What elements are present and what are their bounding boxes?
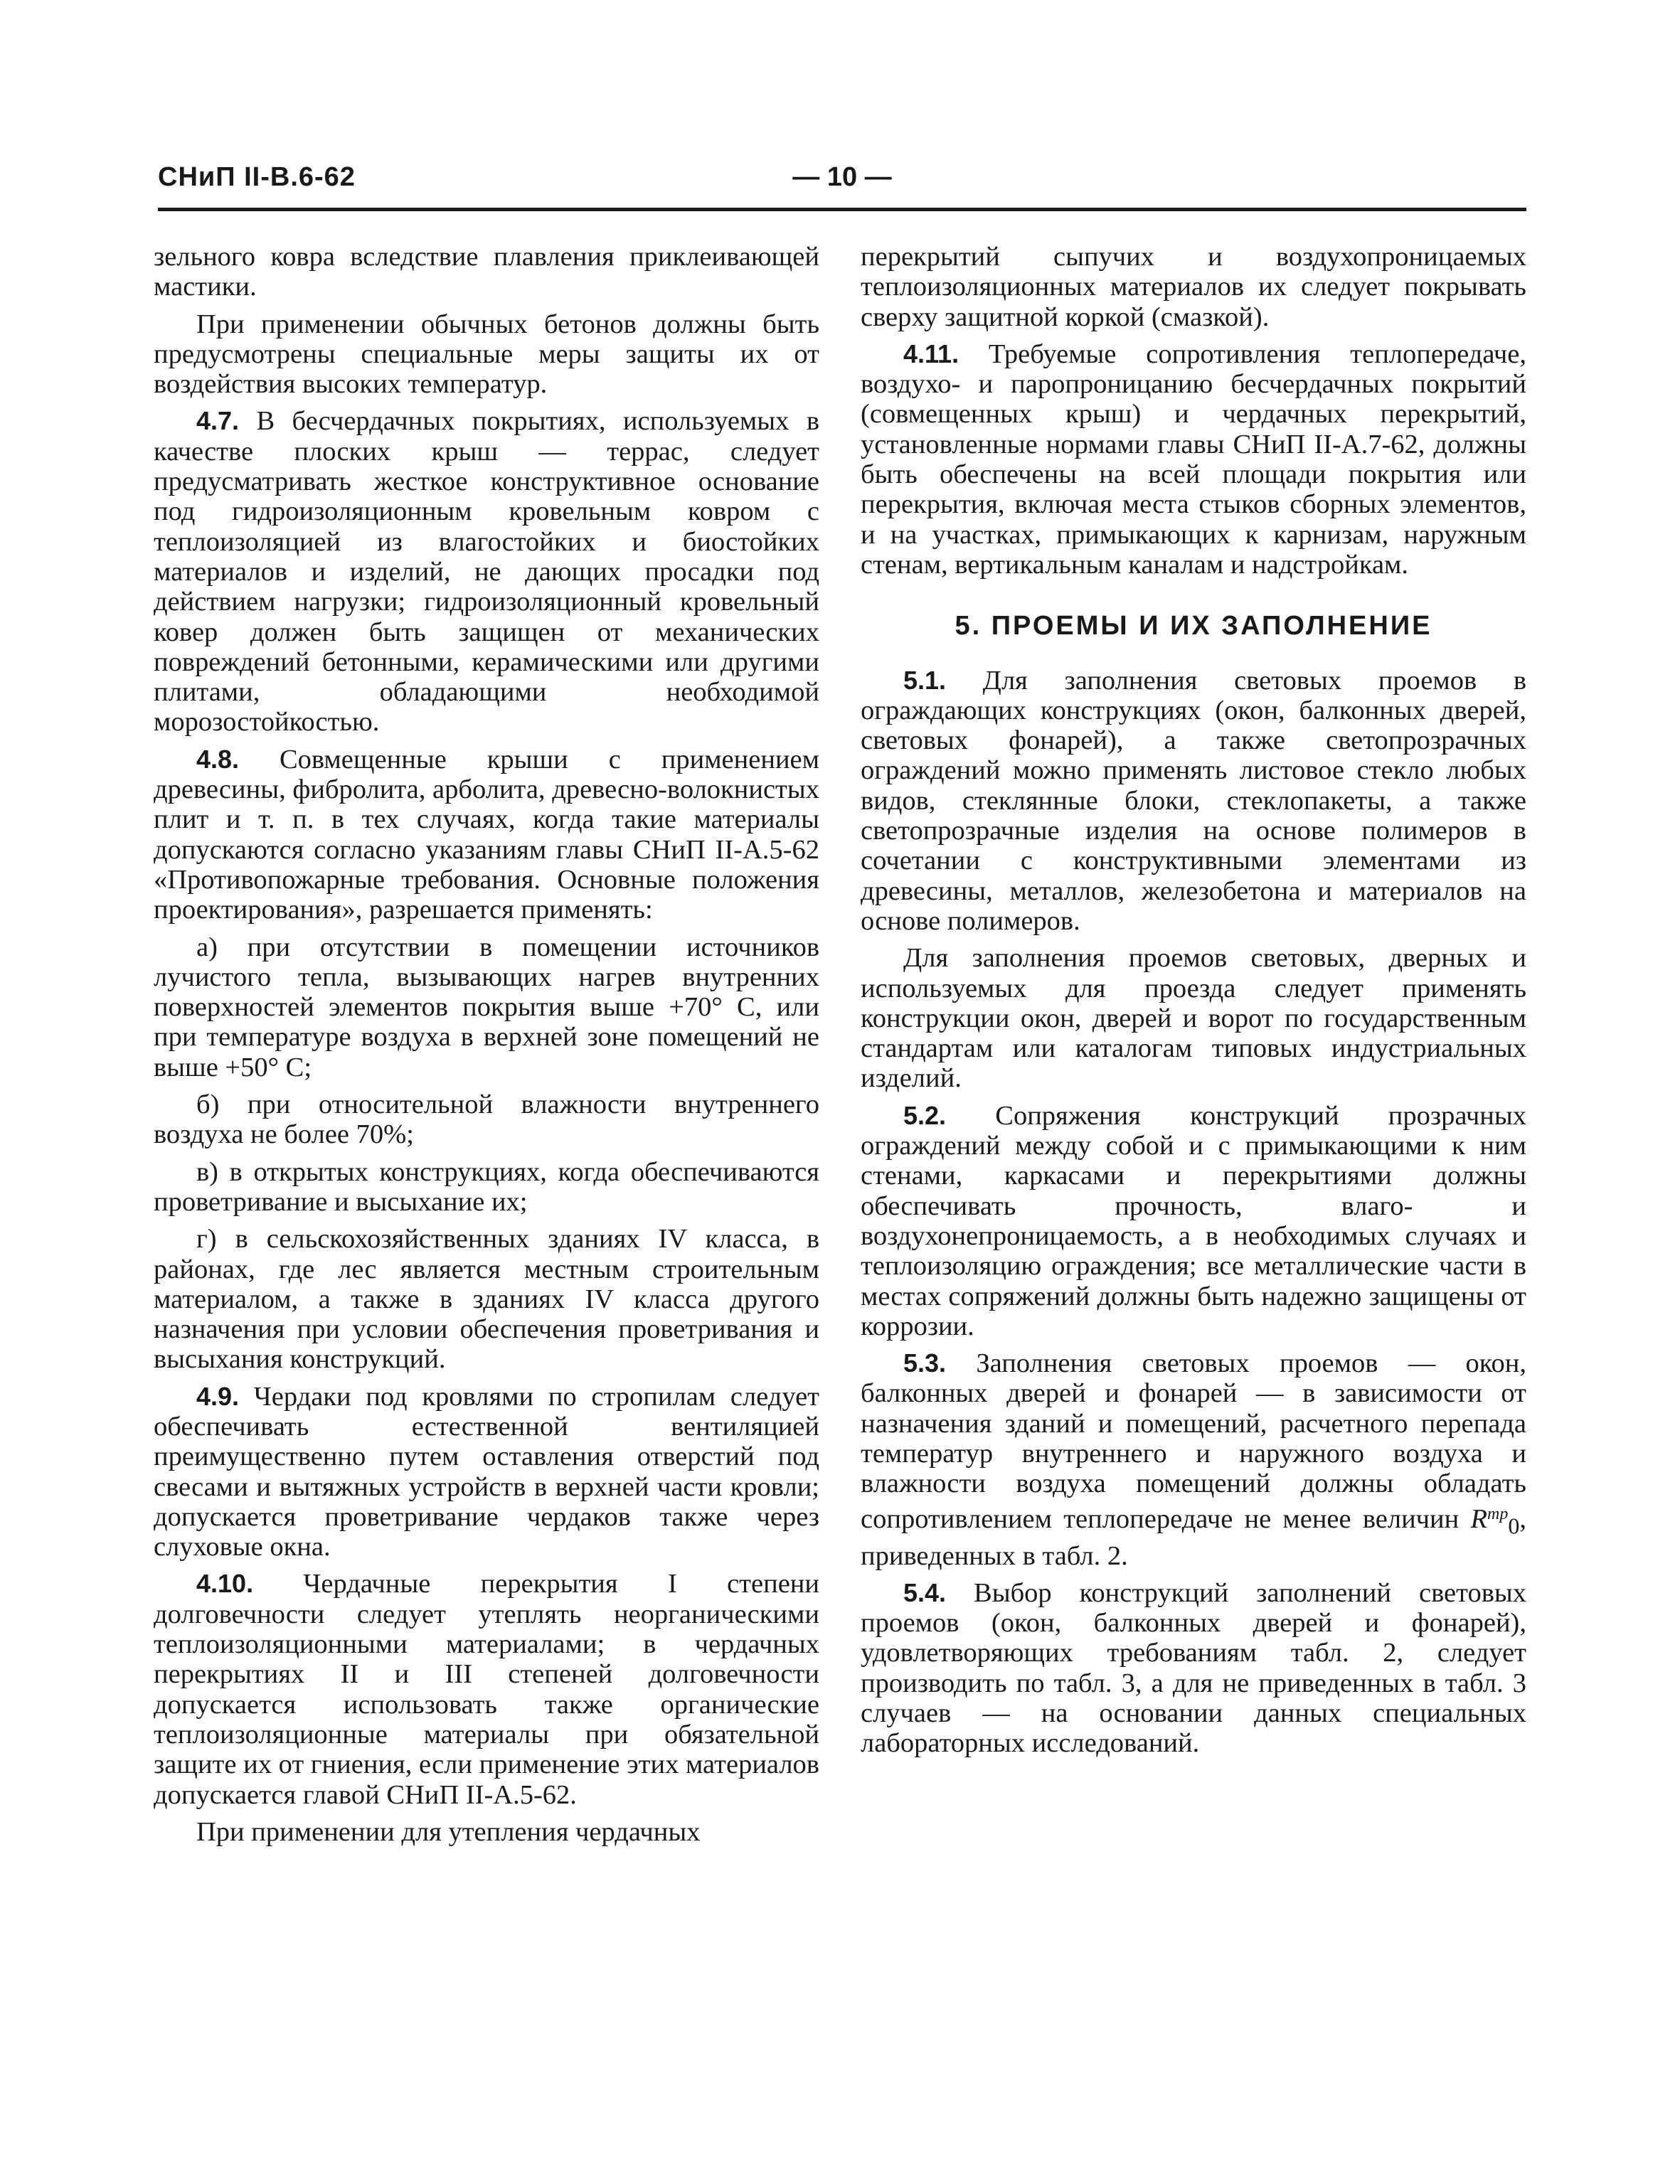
right-column [861,242,1526,1766]
clause-text: В бесчердачных покрытиях, используемых в качестве плоских крыш — террас, следует предусматривать жесткое конструктивное основание под гидроизоляционным кровельным ковром с теплоизоляцией из влагостойких и биостойких материалов и изделий, не дающих просадки под действием нагрузки; гидроизоляционный кровельный ковер должен быть защищен от механических повреждений бетонными, керамическими или другими плитами, обладающими необходимой морозостойкостью. [154,406,819,737]
paragraph: перекрытий сыпучих и воздухопроницаемых теплоизоляционных материалов их следует покрывать сверху защитной коркой (смазкой). [861,242,1526,332]
list-item-g: г) в сельскохозяйственных зданиях IV класса, в районах, где лес является местным строительным материалом, а также в зданиях IV класса другого назначения при условии обеспечения проветривания и высыхания конструкций. [154,1224,819,1375]
resistance-symbol: R [1470,1503,1487,1534]
clause-number: 4.10. [196,1569,254,1599]
clause-text: Чердаки под кровлями по стропилам следует обеспечивать естественной вентиляцией преимущественно путем оставления отверстий под свесами и вытяжных устройств в верхней части кровли; допускается проветривание чердаков также через слуховые окна. [154,1381,819,1562]
clause-5-1 [861,666,1526,937]
clause-4-10 [154,1569,819,1809]
section-title: 5. ПРОЕМЫ И ИХ ЗАПОЛНЕНИЕ [955,611,1432,641]
clause-text: Требуемые сопротивления теплопередаче, воздухо- и паропроницанию бесчердачных покрытий (совмещенных крыш) и чердачных перекрытий, установленные нормами главы СНиП II-А.7-62, должны быть обеспечены на всей площади покрытия или перекрытия, включая места стыков сборных элементов, и на участках, примыкающих к карнизам, наружным стенам, вертикальным каналам и надстройкам. [861,339,1526,580]
clause-number: 4.11. [903,339,959,368]
subscript: 0 [1508,1513,1520,1539]
clause-number: 4.7. [196,406,240,436]
clause-text: Сопряжения конструкций прозрачных ограждений между собой и с примыкающими к ним стенами, каркасами и перекрытиями должны обеспечивать прочность, влаго- и воздухонепроницаемость, а в необходимых случаях и теплоизоляцию ограждения; все металлические части в местах сопряжений должны быть надежно защищены от коррозии. [861,1100,1526,1341]
document-code: СНиП II-В.6-62 [158,162,356,192]
clause-text: Совмещенные крыши с применением древесины, фибролита, арболита, древесно-волокнистых плит и т. п. в тех случаях, когда такие материалы допускаются согласно указаниям главы СНиП II-А.5-62 «Противопожарные требования. Основные положения проектирования», разрешается применять: [154,744,819,925]
clause-5-4 [861,1578,1526,1759]
clause-number: 4.8. [196,744,240,774]
clause-text: , приведенных в табл. 2. [861,1503,1526,1571]
list-item-b: б) при относительной влажности внутреннего воздуха не более 70%; [154,1090,819,1150]
clause-4-7 [154,406,819,737]
list-item-v: в) в открытых конструкциях, когда обеспечиваются проветривание и высыхание их; [154,1156,819,1217]
superscript: тр [1487,1504,1509,1523]
page-header [158,158,1526,206]
clause-5-2 [861,1101,1526,1341]
paragraph: Для заполнения проемов световых, дверных и используемых для проезда следует применять конструкции окон, дверей и ворот по государственным стандартам или каталогам типовых индустриальных изделий. [861,943,1526,1094]
clause-text: Выбор конструкций заполнений световых проемов (окон, балконных дверей и фонарей), удовлетворяющих требованиям табл. 2, следует производить по табл. 3, а для не приведенных в табл. 3 случаев — на основании данных специальных лабораторных исследований. [861,1577,1526,1759]
clause-text: Для заполнения световых проемов в ограждающих конструкциях (окон, балконных дверей, световых фонарей), а также светопрозрачных ограждений можно применять листовое стекло любых видов, стеклянные блоки, стеклопакеты, а также светопрозрачные изделия на основе полимеров в сочетании с конструктивными элементами из древесины, металлов, железобетона и материалов на основе полимеров. [861,665,1526,936]
clause-number: 5.4. [903,1577,947,1607]
clause-4-8 [154,745,819,925]
clause-number: 5.3. [903,1348,947,1378]
clause-4-11 [861,339,1526,580]
clause-5-3 [861,1348,1526,1571]
paragraph: зельного ковра вследствие плавления приклеивающей мастики. [154,242,819,302]
clause-4-9 [154,1382,819,1562]
header-rule [158,208,1526,211]
paragraph: При применении для утепления чердачных [196,1816,701,1847]
clause-number: 5.1. [903,665,947,695]
list-item-a: а) при отсутствии в помещении источников лучистого тепла, вызывающих нагрев внутренних поверхностей элементов покрытия выше +70° С, или при температуре воздуха в верхней зоне помещений не выше +50° С; [154,932,819,1082]
clause-number: 4.9. [196,1381,240,1411]
clause-text: Чердачные перекрытия I степени долговечности следует утеплять неорганическими теплоизоляционными материалами; в чердачных перекрытиях II и III степеней долговечности допускается использовать также органические теплоизоляционные материалы при обязательной защите их от гниения, если применение этих материалов допускается главой СНиП II-А.5-62. [154,1569,819,1810]
clause-number: 5.2. [903,1100,947,1130]
clause-text: Заполнения световых проемов — окон, балконных дверей и фонарей — в зависимости от назначения зданий и помещений, расчетного перепада температур внутреннего и наружного воздуха и влажности воздуха помещений должны обладать сопротивлением теплопередаче не менее величин [861,1348,1526,1534]
paragraph: При применении обычных бетонов должны быть предусмотрены специальные меры защиты их от воздействия высоких температур. [154,309,819,400]
left-column [154,242,819,1854]
page-number: — 10 — [792,162,892,192]
